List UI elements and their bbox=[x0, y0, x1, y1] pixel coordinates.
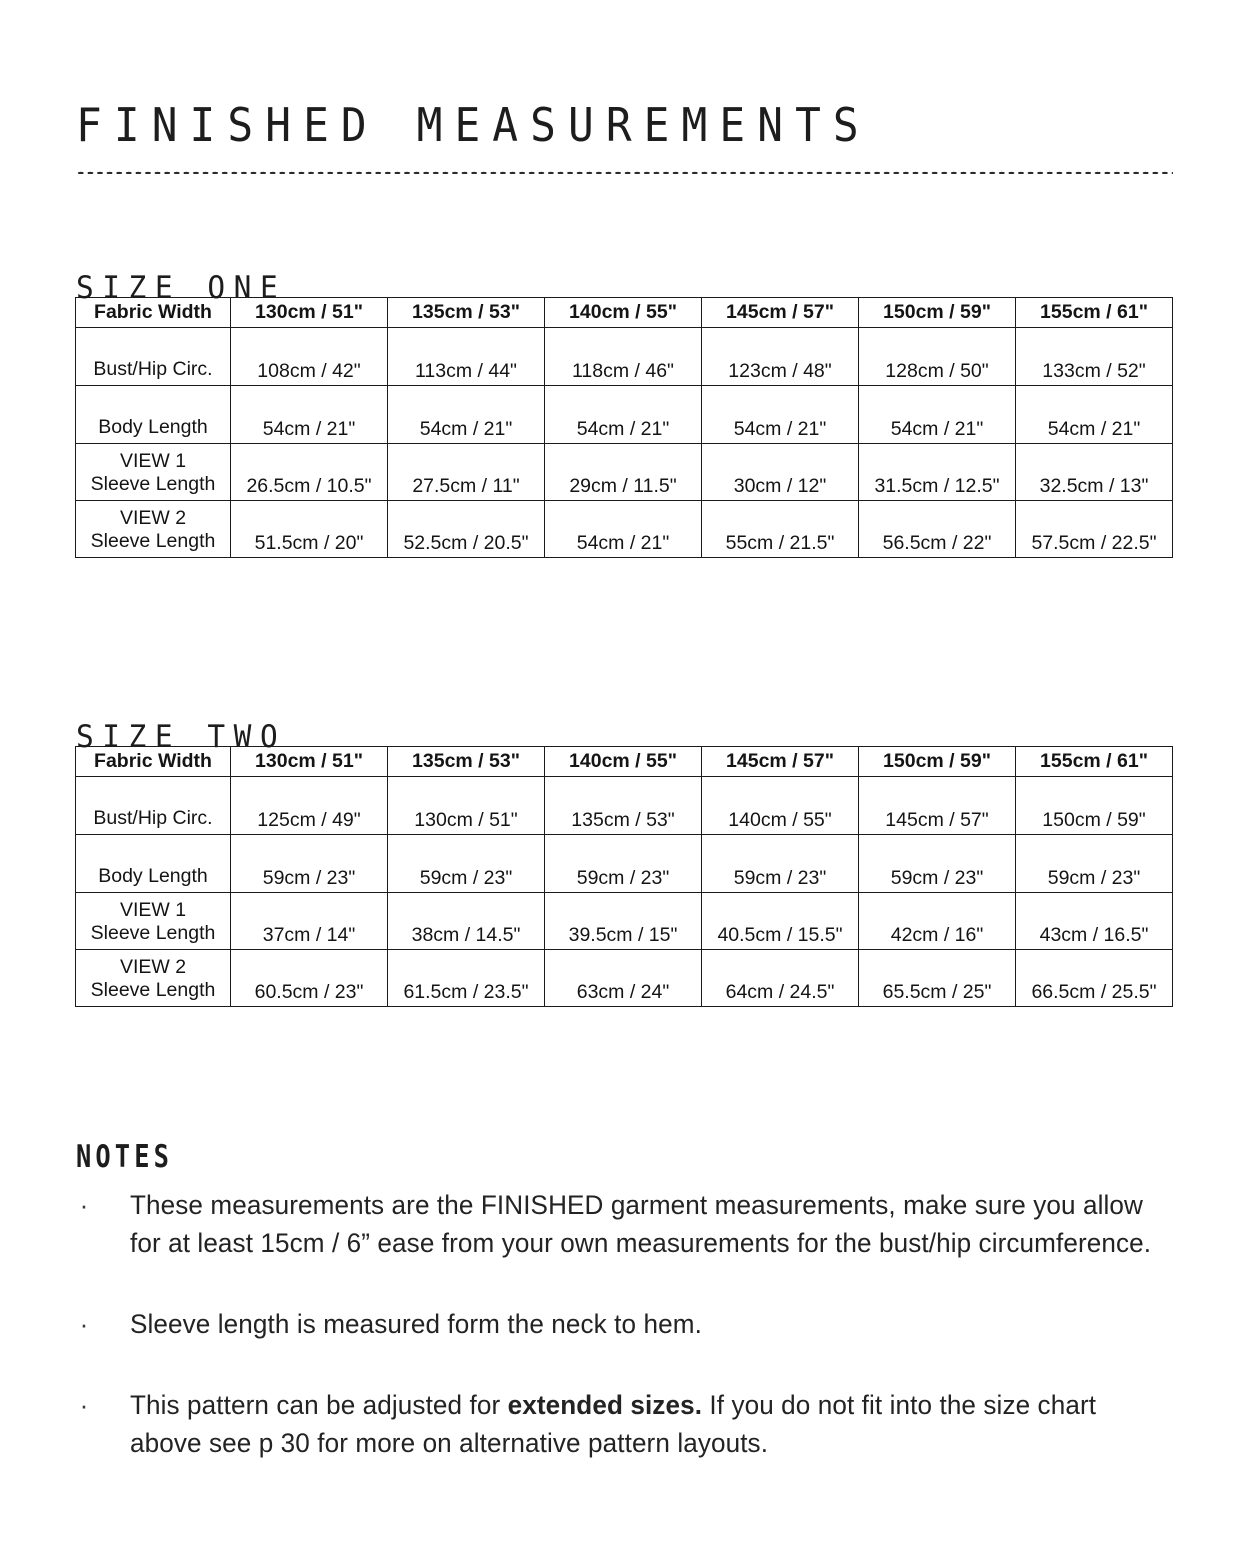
cell-value: 54cm / 21" bbox=[231, 386, 388, 444]
cell-value: 30cm / 12" bbox=[702, 444, 859, 501]
row-label-line-1: VIEW 1 bbox=[119, 899, 187, 921]
list-item bbox=[70, 1186, 1180, 1262]
cell-value: 54cm / 21" bbox=[1016, 386, 1173, 444]
section-heading-notes: NOTES bbox=[76, 1138, 174, 1175]
table-row bbox=[76, 328, 1173, 386]
cell-value: 40.5cm / 15.5" bbox=[702, 893, 859, 950]
cell-value: 54cm / 21" bbox=[545, 501, 702, 558]
note-emphasis: extended sizes. bbox=[507, 1390, 703, 1420]
cell-value: 64cm / 24.5" bbox=[702, 950, 859, 1007]
cell-value: 130cm / 51" bbox=[388, 777, 545, 835]
bullet-icon: · bbox=[79, 1390, 89, 1420]
row-label-view-2-sleeve-length bbox=[76, 501, 231, 558]
cell-value: 42cm / 16" bbox=[859, 893, 1016, 950]
table-row bbox=[76, 444, 1173, 501]
cell-value: 135cm / 53" bbox=[545, 777, 702, 835]
table-header-row bbox=[76, 747, 1173, 777]
row-label-line-2: Body Length bbox=[98, 865, 208, 887]
cell-value: 59cm / 23" bbox=[231, 835, 388, 893]
row-label-line-2: Bust/Hip Circ. bbox=[93, 358, 213, 380]
table-row bbox=[76, 950, 1173, 1007]
cell-value: 32.5cm / 13" bbox=[1016, 444, 1173, 501]
cell-value: 150cm / 59" bbox=[1016, 777, 1173, 835]
row-label-bust-hip bbox=[76, 777, 231, 835]
size-one-measurements-table bbox=[75, 297, 1173, 558]
cell-value: 55cm / 21.5" bbox=[702, 501, 859, 558]
cell-value: 51.5cm / 20" bbox=[231, 501, 388, 558]
column-header-145: 145cm / 57" bbox=[702, 298, 859, 328]
cell-value: 37cm / 14" bbox=[231, 893, 388, 950]
column-header-140: 140cm / 55" bbox=[545, 747, 702, 777]
bullet-icon: · bbox=[79, 1190, 89, 1220]
row-label-line-2: Body Length bbox=[98, 416, 208, 438]
notes-list bbox=[70, 1186, 1180, 1505]
column-header-fabric-width: Fabric Width bbox=[76, 747, 231, 777]
row-label-body-length bbox=[76, 835, 231, 893]
table-row bbox=[76, 777, 1173, 835]
cell-value: 56.5cm / 22" bbox=[859, 501, 1016, 558]
cell-value: 38cm / 14.5" bbox=[388, 893, 545, 950]
note-text-before: Sleeve length is measured form the neck to hem. bbox=[130, 1309, 702, 1339]
cell-value: 63cm / 24" bbox=[545, 950, 702, 1007]
row-label-line-2: Sleeve Length bbox=[90, 922, 216, 944]
cell-value: 61.5cm / 23.5" bbox=[388, 950, 545, 1007]
cell-value: 31.5cm / 12.5" bbox=[859, 444, 1016, 501]
cell-value: 108cm / 42" bbox=[231, 328, 388, 386]
cell-value: 59cm / 23" bbox=[388, 835, 545, 893]
page-title: FINISHED MEASUREMENTS bbox=[76, 97, 871, 152]
note-text bbox=[130, 1305, 1164, 1343]
cell-value: 27.5cm / 11" bbox=[388, 444, 545, 501]
row-label-line-1: VIEW 1 bbox=[119, 450, 187, 472]
row-label-view-1-sleeve-length bbox=[76, 444, 231, 501]
row-label-line-2: Sleeve Length bbox=[90, 979, 216, 1001]
list-item bbox=[70, 1305, 1180, 1343]
column-header-fabric-width: Fabric Width bbox=[76, 298, 231, 328]
cell-value: 26.5cm / 10.5" bbox=[231, 444, 388, 501]
cell-value: 39.5cm / 15" bbox=[545, 893, 702, 950]
note-text-before: These measurements are the FINISHED garment measurements, make sure you allow for at least 15cm / 6” ease from your own measurements for the bust/hip circumference. bbox=[130, 1190, 1152, 1258]
cell-value: 123cm / 48" bbox=[702, 328, 859, 386]
cell-value: 140cm / 55" bbox=[702, 777, 859, 835]
cell-value: 60.5cm / 23" bbox=[231, 950, 388, 1007]
cell-value: 57.5cm / 22.5" bbox=[1016, 501, 1173, 558]
cell-value: 66.5cm / 25.5" bbox=[1016, 950, 1173, 1007]
row-label-bust-hip bbox=[76, 328, 231, 386]
cell-value: 65.5cm / 25" bbox=[859, 950, 1016, 1007]
row-label-line-1: VIEW 2 bbox=[119, 507, 187, 529]
row-label-line-2: Bust/Hip Circ. bbox=[93, 807, 213, 829]
column-header-155: 155cm / 61" bbox=[1016, 298, 1173, 328]
cell-value: 29cm / 11.5" bbox=[545, 444, 702, 501]
section-heading-size-one: SIZE ONE bbox=[76, 269, 287, 306]
row-label-view-1-sleeve-length bbox=[76, 893, 231, 950]
cell-value: 59cm / 23" bbox=[545, 835, 702, 893]
cell-value: 54cm / 21" bbox=[859, 386, 1016, 444]
cell-value: 54cm / 21" bbox=[545, 386, 702, 444]
note-text bbox=[130, 1386, 1164, 1462]
table-header-row bbox=[76, 298, 1173, 328]
cell-value: 43cm / 16.5" bbox=[1016, 893, 1173, 950]
column-header-135: 135cm / 53" bbox=[388, 747, 545, 777]
column-header-130: 130cm / 51" bbox=[231, 747, 388, 777]
note-text-before: This pattern can be adjusted for bbox=[130, 1390, 508, 1420]
column-header-150: 150cm / 59" bbox=[859, 298, 1016, 328]
row-label-line-1: VIEW 2 bbox=[119, 956, 187, 978]
column-header-140: 140cm / 55" bbox=[545, 298, 702, 328]
cell-value: 113cm / 44" bbox=[388, 328, 545, 386]
row-label-line-2: Sleeve Length bbox=[90, 473, 216, 495]
cell-value: 128cm / 50" bbox=[859, 328, 1016, 386]
table-row bbox=[76, 835, 1173, 893]
cell-value: 133cm / 52" bbox=[1016, 328, 1173, 386]
cell-value: 59cm / 23" bbox=[702, 835, 859, 893]
row-label-body-length bbox=[76, 386, 231, 444]
cell-value: 52.5cm / 20.5" bbox=[388, 501, 545, 558]
column-header-155: 155cm / 61" bbox=[1016, 747, 1173, 777]
column-header-130: 130cm / 51" bbox=[231, 298, 388, 328]
cell-value: 54cm / 21" bbox=[702, 386, 859, 444]
column-header-135: 135cm / 53" bbox=[388, 298, 545, 328]
title-divider bbox=[76, 170, 1173, 174]
list-item bbox=[70, 1386, 1180, 1462]
row-label-view-2-sleeve-length bbox=[76, 950, 231, 1007]
cell-value: 54cm / 21" bbox=[388, 386, 545, 444]
note-text bbox=[130, 1186, 1164, 1262]
cell-value: 125cm / 49" bbox=[231, 777, 388, 835]
cell-value: 145cm / 57" bbox=[859, 777, 1016, 835]
row-label-line-2: Sleeve Length bbox=[90, 530, 216, 552]
table-row bbox=[76, 386, 1173, 444]
table-row bbox=[76, 893, 1173, 950]
table-row bbox=[76, 501, 1173, 558]
size-two-measurements-table bbox=[75, 746, 1173, 1007]
note-text-after: If you do not fit into the size chart above see p 30 for more on alternative pattern layouts. bbox=[130, 1390, 1097, 1458]
column-header-145: 145cm / 57" bbox=[702, 747, 859, 777]
cell-value: 59cm / 23" bbox=[1016, 835, 1173, 893]
section-heading-size-two: SIZE TWO bbox=[76, 718, 287, 755]
bullet-icon: · bbox=[79, 1309, 89, 1339]
cell-value: 118cm / 46" bbox=[545, 328, 702, 386]
column-header-150: 150cm / 59" bbox=[859, 747, 1016, 777]
cell-value: 59cm / 23" bbox=[859, 835, 1016, 893]
